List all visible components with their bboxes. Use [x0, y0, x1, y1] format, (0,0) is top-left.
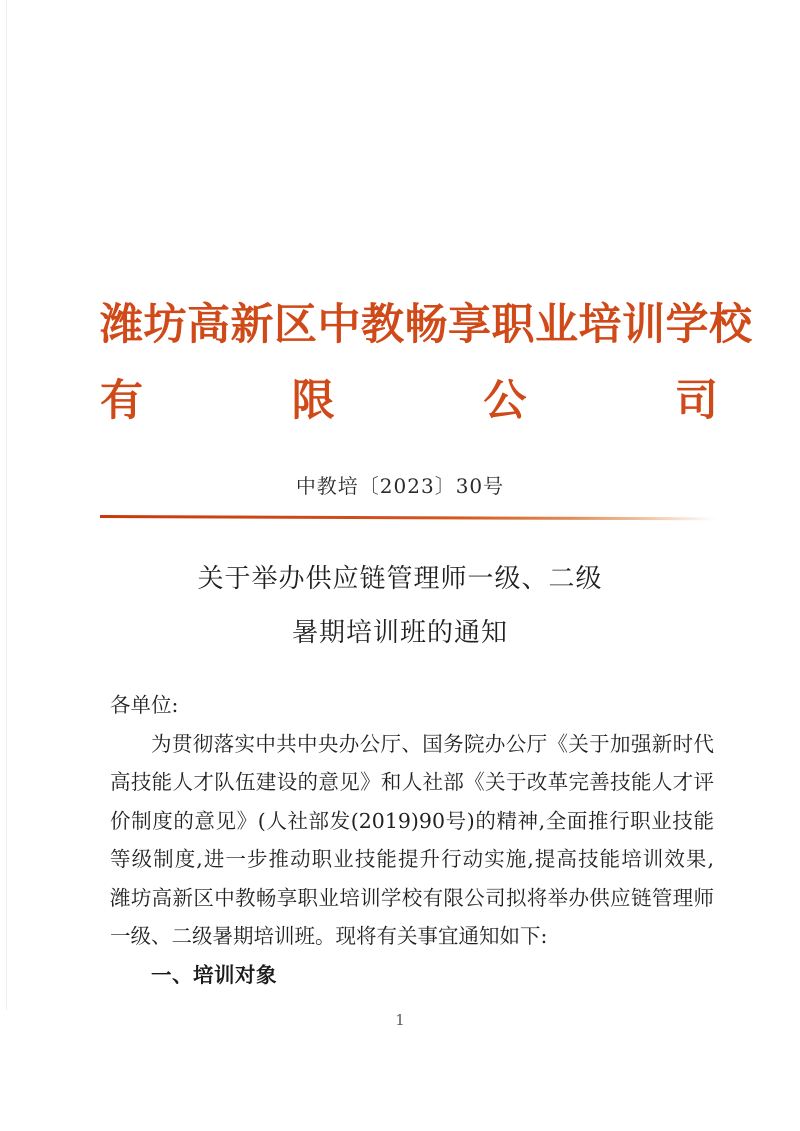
document-body: [110, 686, 714, 994]
letterhead-org-line-2-char: 司: [674, 376, 718, 426]
body-line: 高技能人才队伍建设的意见》和人社部《关于改革完善技能人才评: [110, 770, 714, 794]
document-title: [0, 552, 800, 660]
letterhead-org-line-1: 潍坊高新区中教畅享职业培训学校: [100, 300, 753, 350]
letterhead-org-line-2-char: 限: [291, 376, 335, 426]
body-line: 为贯彻落实中共中央办公厅、国务院办公厅《关于加强新时代: [151, 731, 714, 756]
document-title-line-2: 暑期培训班的通知: [291, 618, 508, 648]
body-paragraph: [110, 725, 714, 956]
body-line: 潍坊高新区中教畅享职业培训学校有限公司拟将举办供应链管理师: [110, 885, 714, 910]
letterhead-org-line-2: [100, 366, 718, 436]
body-line: 价制度的意见》(人社部发(2019)90号)的精神,全面推行职业技能: [110, 808, 714, 833]
letterhead: [100, 290, 753, 436]
body-line: 等级制度,进一步推动职业技能提升行动实施,提高技能培训效果,: [110, 847, 714, 871]
salutation: 各单位:: [110, 693, 179, 717]
section-heading-training-audience: 一、培训对象: [151, 962, 277, 987]
document-number: 中教培〔2023〕30号: [295, 474, 505, 498]
document-title-line-1: 关于举办供应链管理师一级、二级: [197, 564, 603, 594]
red-separator-rule: [100, 515, 716, 520]
body-line: 一级、二级暑期培训班。现将有关事宜通知如下:: [110, 924, 548, 948]
letterhead-org-line-2-char: 公: [483, 376, 527, 426]
page-number: 1: [395, 1011, 405, 1029]
letterhead-org-line-2-char: 有: [100, 376, 143, 426]
